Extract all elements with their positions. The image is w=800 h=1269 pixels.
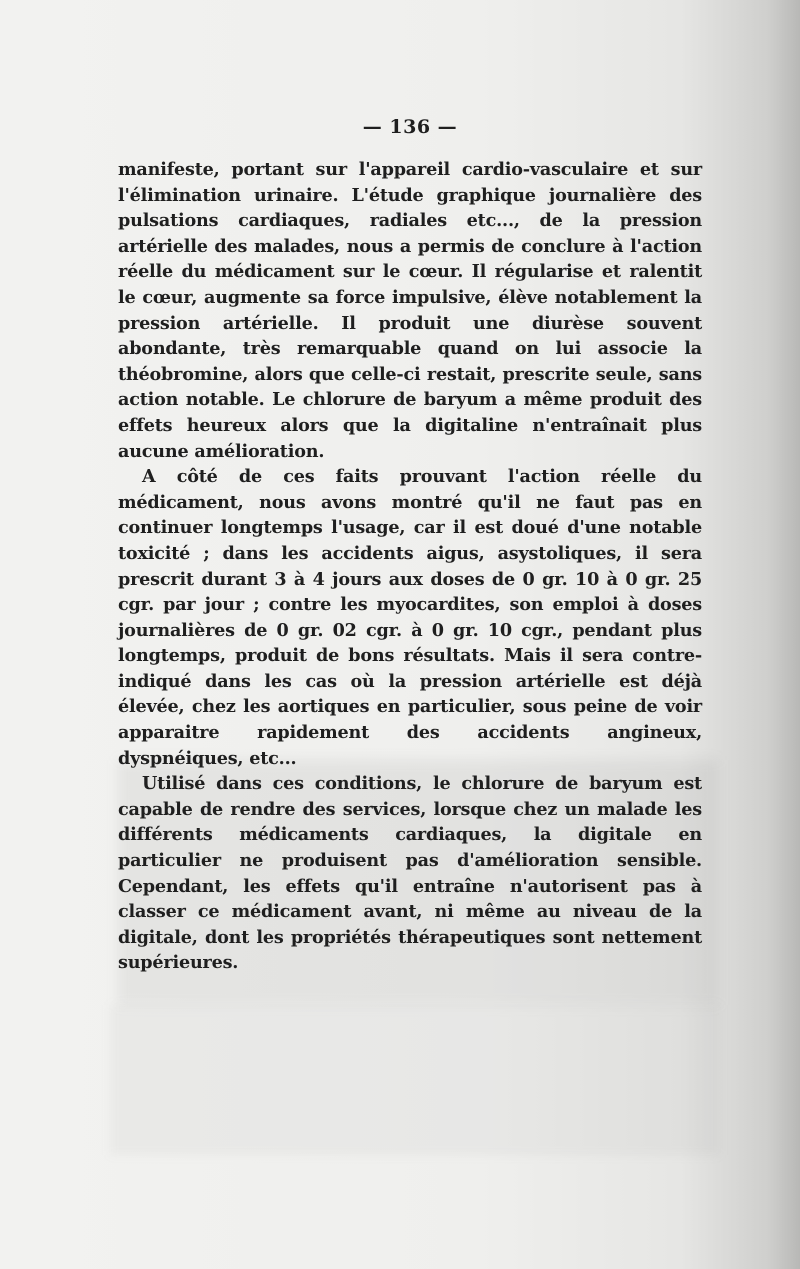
body-text — [118, 157, 702, 976]
paragraph-1: manifeste, portant sur l'appareil cardio-vasculaire et sur l'élimination urinaire. L'étude graphique journalière des pulsations cardiaques, radiales etc..., de la pression artérielle des malades, nous a permis de conclure à l'action réelle du médicament sur le cœur. Il régularise et ralentit le cœur, augmente sa force impulsive, élève notablement la pression artérielle. Il produit une diurèse souvent abondante, très remarquable quand on lui associe la théobromine, alors que celle-ci restait, prescrite seule, sans action notable. Le chlorure de baryum a même produit des effets heureux alors que la digitaline n'entraînait plus aucune amélioration. — [118, 159, 702, 462]
paragraph-2: A côté de ces faits prouvant l'action réelle du médicament, nous avons montré qu'il ne faut pas en continuer longtemps l'usage, car il est doué d'une notable toxicité ; dans les accidents aigus, asystoliques, il sera prescrit durant 3 à 4 jours aux doses de 0 gr. 10 à 0 gr. 25 cgr. par jour ; contre les myocardites, son emploi à doses journalières de 0 gr. 02 cgr. à 0 gr. 10 cgr., pendant plus longtemps, produit de bons résultats. Mais il sera contre-indiqué dans les cas où la pression artérielle est déjà élevée, chez les aortiques en particulier, sous peine de voir apparaitre rapidement des accidents angineux, dyspnéiques, etc... — [118, 466, 702, 769]
paragraph-3: Utilisé dans ces conditions, le chlorure de baryum est capable de rendre des services, lorsque chez un malade les différents médicaments cardiaques, la digitale en particulier ne produisent pas d'amélioration sensible. Cependant, les effets qu'il entraîne n'autorisent pas à classer ce médicament avant, ni même au niveau de la digitale, dont les propriétés thérapeutiques sont nettement supérieures. — [118, 773, 702, 974]
page-number: — 136 — — [362, 116, 458, 138]
show-through-bleed-lower — [110, 1005, 720, 1155]
